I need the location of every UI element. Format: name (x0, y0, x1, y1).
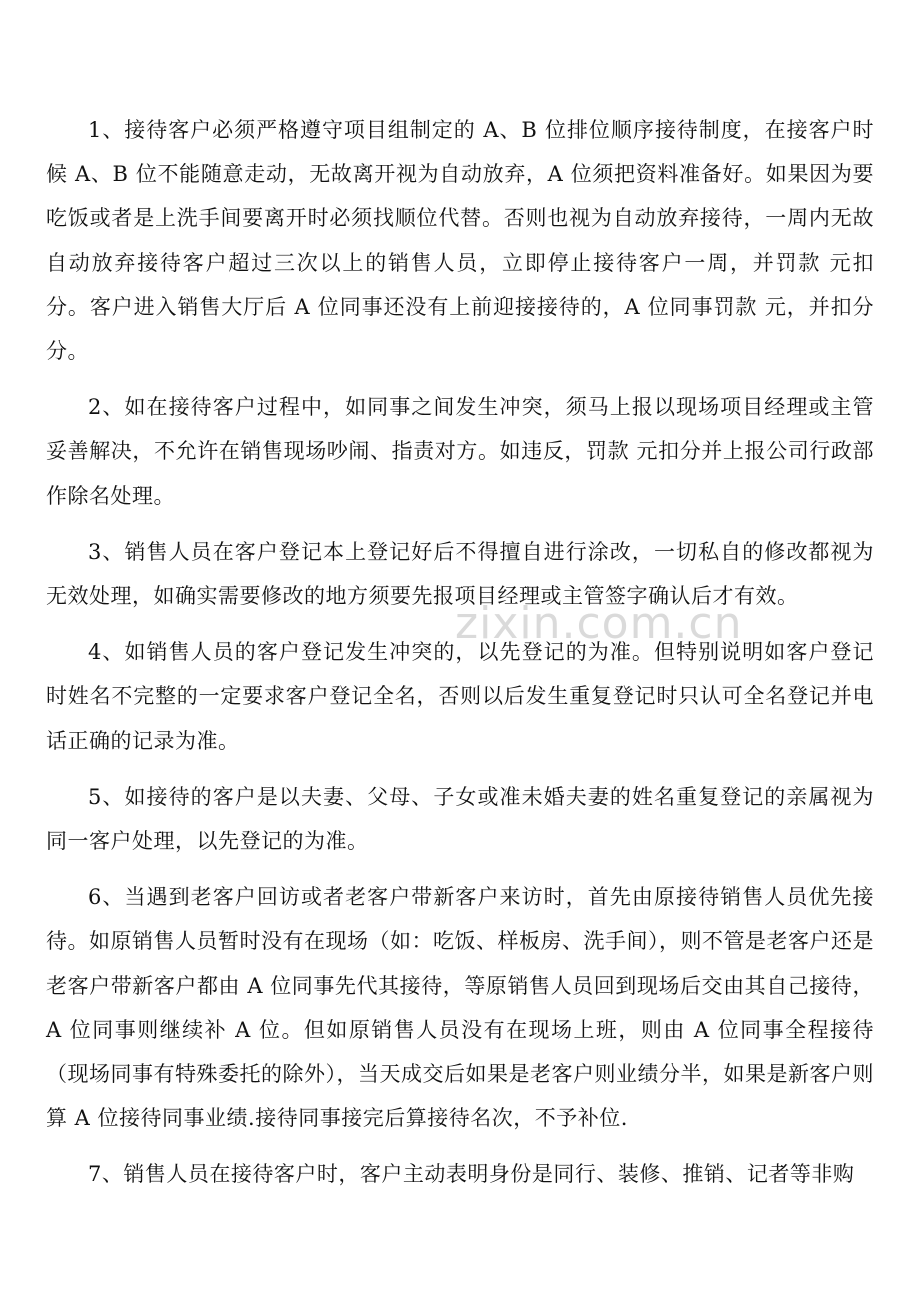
paragraph-2: 2、如在接待客户过程中，如同事之间发生冲突，须马上报以现场项目经理或主管妥善解决，不允许在销售现场吵闹、指责对方。如违反，罚款 元扣分并上报公司行政部作除名处理。 (46, 395, 874, 508)
document-page (46, 108, 874, 1209)
paragraph-7: 7、销售人员在接待客户时，客户主动表明身份是同行、装修、推销、记者等非购 (88, 1162, 855, 1187)
paragraph-6: 6、当遇到老客户回访或者老客户带新客户来访时，首先由原接待销售人员优先接待。如原销售人员暂时没有在现场（如：吃饭、样板房、洗手间），则不管是老客户还是老客户带新客户都由 A 位同事先代其接待，等原销售人员回到现场后交由其自己接待，A 位同事则继续补 A 位。但如原销售人员没有在现场上班，则由 A 位同事全程接待（现场同事有特殊委托的除外），当天成交后如果是老客户则业绩分半，如果是新客户则算 A 位接待同事业绩.接待同事接完后算接待名次，不予补位. (46, 885, 874, 1131)
paragraph-4: 4、如销售人员的客户登记发生冲突的，以先登记的为准。但特别说明如客户登记时姓名不完整的一定要求客户登记全名，否则以后发生重复登记时只认可全名登记并电话正确的记录为准。 (46, 640, 874, 753)
paragraph-3: 3、销售人员在客户登记本上登记好后不得擅自进行涂改，一切私自的修改都视为无效处理，如确实需要修改的地方须要先报项目经理或主管签字确认后才有效。 (46, 539, 874, 609)
watermark: zixin.com.cn (455, 598, 743, 649)
paragraph-1: 1、接待客户必须严格遵守项目组制定的 A、B 位排位顺序接待制度，在接客户时候 A、B 位不能随意走动，无故离开视为自动放弃，A 位须把资料准备好。如果因为要吃饭或者是上洗手间要离开时必须找顺位代替。否则也视为自动放弃接待，一周内无故自动放弃接待客户超过三次以上的销售人员，立即停止接待客户一周，并罚款 元扣 分。客户进入销售大厅后 A 位同事还没有上前迎接接待的，A 位同事罚款 元，并扣分 分。 (46, 118, 874, 364)
paragraph-5: 5、如接待的客户是以夫妻、父母、子女或准未婚夫妻的姓名重复登记的亲属视为同一客户处理，以先登记的为准。 (46, 784, 874, 854)
